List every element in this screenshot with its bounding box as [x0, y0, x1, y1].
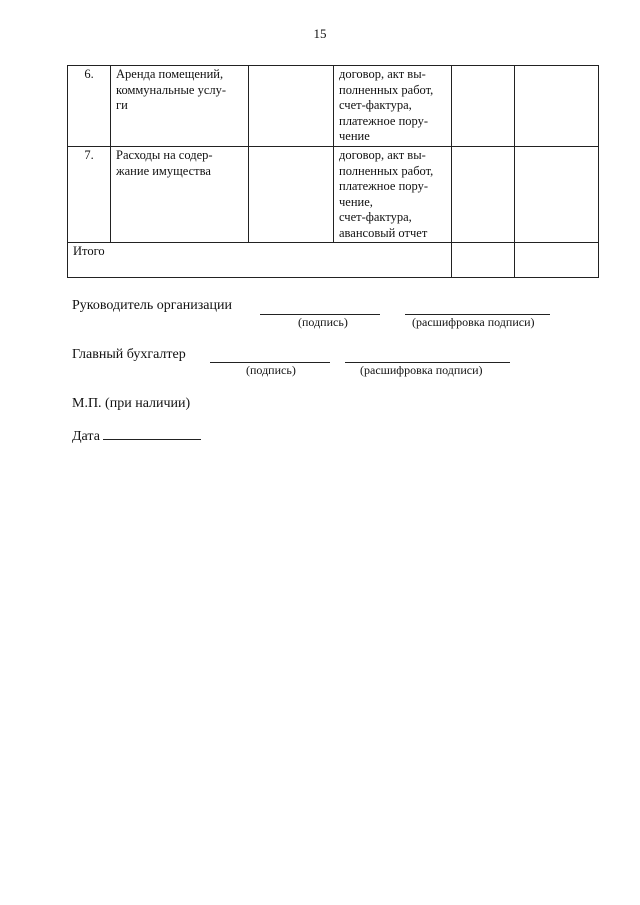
table-row	[68, 147, 599, 243]
date-row	[72, 429, 201, 445]
accountant-decoding-caption: (расшифровка подписи)	[360, 363, 483, 377]
head-signature-caption: (подпись)	[298, 315, 348, 329]
expense-table	[67, 65, 599, 278]
head-signature-label: Руководитель организации	[72, 298, 232, 313]
document-line: платежное пору-	[339, 179, 429, 193]
total-label: Итого	[68, 243, 452, 278]
documents-cell	[334, 66, 452, 147]
empty-cell	[452, 147, 515, 243]
document-line: чение	[339, 129, 370, 143]
date-line[interactable]	[103, 429, 201, 440]
empty-cell	[515, 147, 599, 243]
row-number: 7.	[68, 147, 111, 243]
expense-name-cell	[111, 147, 249, 243]
stamp-label: М.П. (при наличии)	[72, 396, 191, 411]
expense-name-line: коммунальные услу-	[116, 82, 227, 97]
head-decoding-caption: (расшифровка подписи)	[412, 315, 535, 329]
expense-name-cell	[111, 66, 249, 147]
accountant-signature-caption: (подпись)	[246, 363, 296, 377]
date-label: Дата	[72, 429, 100, 444]
empty-cell	[452, 243, 515, 278]
page-number: 15	[313, 26, 327, 41]
expense-name-line: Расходы на содер-	[116, 148, 213, 162]
document-line: счет-фактура,	[339, 98, 412, 112]
document-line: полненных работ,	[339, 163, 434, 178]
table-row	[68, 66, 599, 147]
document-line: договор, акт вы-	[339, 67, 426, 81]
total-row	[68, 243, 599, 278]
empty-cell	[452, 66, 515, 147]
row-number: 6.	[68, 66, 111, 147]
document-line: платежное пору-	[339, 113, 429, 128]
expense-name-line: ги	[116, 98, 128, 112]
document-line: счет-фактура,	[339, 210, 412, 224]
expense-name-line: жание имущества	[116, 163, 211, 178]
empty-cell	[515, 66, 599, 147]
accountant-signature-label: Главный бухгалтер	[72, 347, 186, 362]
document-line: полненных работ,	[339, 82, 434, 97]
document-line: чение,	[339, 194, 373, 209]
amount-cell	[249, 147, 334, 243]
empty-cell	[515, 243, 599, 278]
expense-name-line: Аренда помещений,	[116, 67, 224, 81]
amount-cell	[249, 66, 334, 147]
document-line: авансовый отчет	[339, 225, 428, 240]
document-line: договор, акт вы-	[339, 148, 426, 162]
documents-cell	[334, 147, 452, 243]
